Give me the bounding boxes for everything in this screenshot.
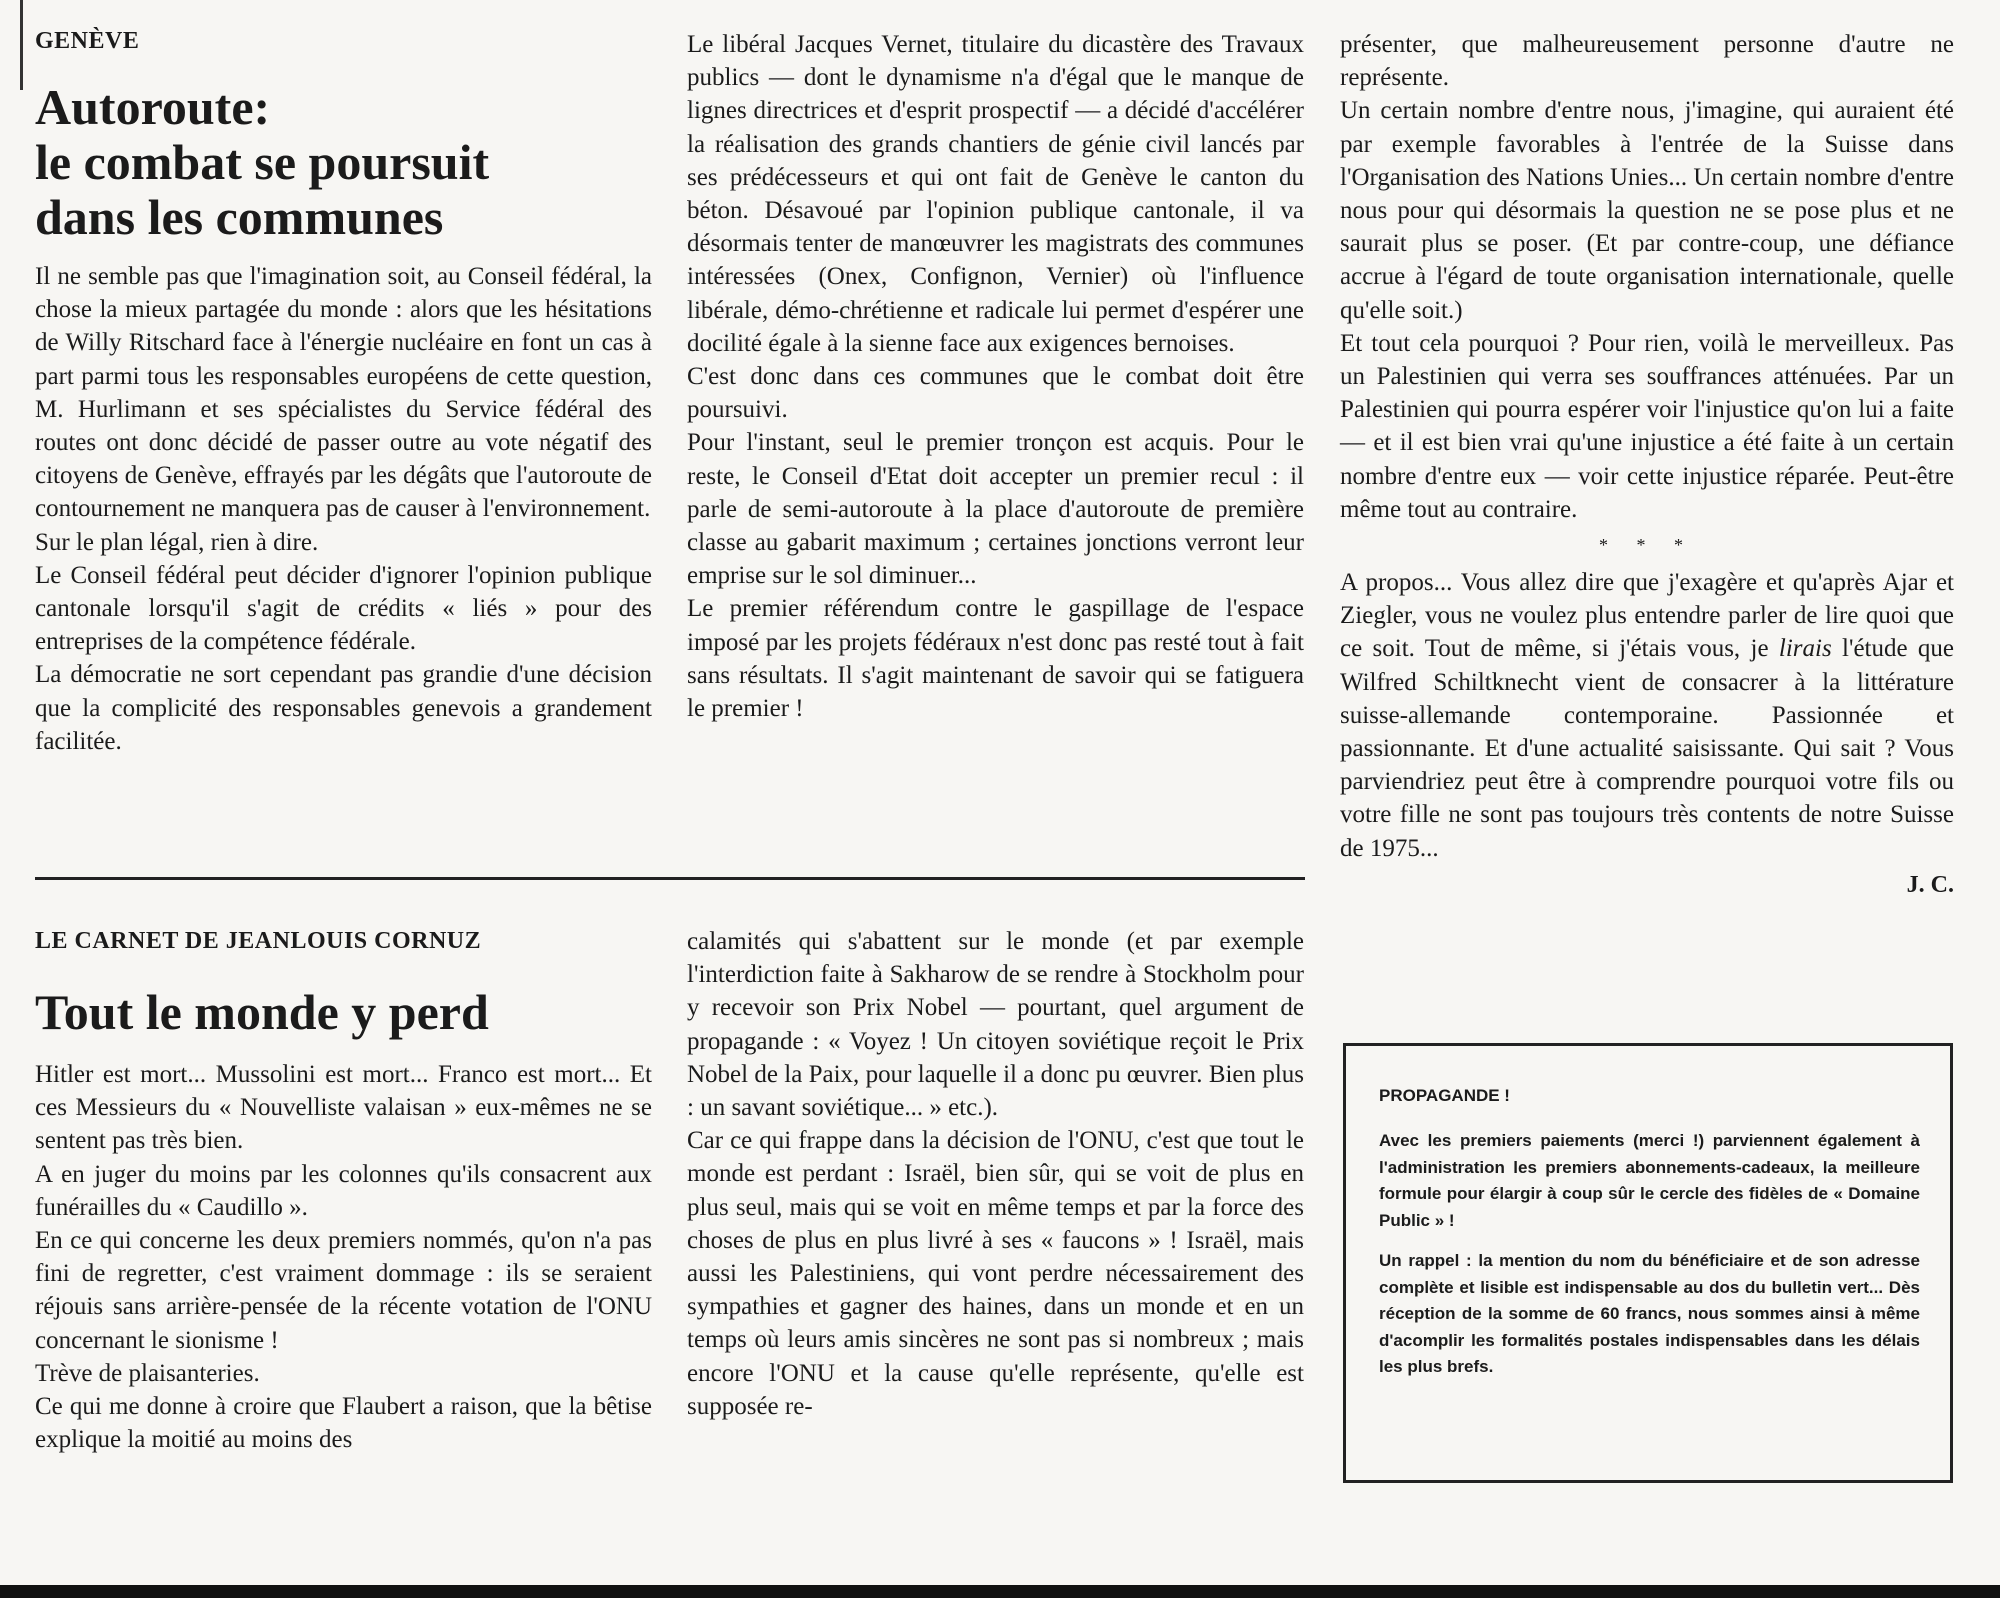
paragraph: Pour l'instant, seul le premier tronçon est acquis. Pour le reste, le Conseil d'Etat doit accepter un premier recul : il parle de semi-autoroute à la place d'autoroute de première classe au gabarit maximum ; certaines jonctions verront leur emprise sur le sol diminuer...	[687, 429, 1304, 590]
emphasis-text: lirais	[1778, 635, 1832, 663]
section-divider	[35, 877, 1305, 880]
article-carnet-continued	[1340, 28, 1955, 1028]
article-column-2	[687, 925, 1304, 1423]
paragraph	[1340, 566, 1954, 865]
article-column-2	[687, 28, 1304, 725]
paragraph: calamités qui s'abattent sur le monde (et par exemple l'interdiction faite à Sakharow de se rendre à Stockholm pour y recevoir son Prix Nobel — pourtant, quel argument de propagande : « Voyez ! Un citoyen soviétique reçoit le Prix Nobel de la Paix, pour laquelle il a donc pu œuvrer. Bien plus : un savant soviétique... » etc.).	[687, 928, 1304, 1122]
paragraph: Le libéral Jacques Vernet, titulaire du dicastère des Travaux publics — dont le dynamisme n'a d'égal que le manque de lignes directrices et d'esprit prospectif — a décidé d'accélérer la réalisation des grands chantiers de génie civil lancés par ses prédécesseurs et qui ont fait de Genève le canton du béton. Désavoué par l'opinion publique cantonale, il va désormais tenter de manœuvrer les magistrats des communes intéressées (Onex, Confignon, Vernier) où l'influence libérale, démo-chrétienne et radicale lui permet d'espérer une docilité égale à la sienne face aux exigences bernoises.	[687, 31, 1304, 357]
text-run: A propos... Vous allez dire que j'exagère et qu'après Ajar et Ziegler, vous ne voulez plus entendre parler de lire quoi que ce soit. Tout de même, si j'étais vous, je	[1340, 569, 1954, 663]
paragraph: A en juger du moins par les colonnes qu'ils consacrent aux funérailles du « Caudillo ».	[35, 1160, 652, 1221]
paragraph: En ce qui concerne les deux premiers nommés, qu'on n'a pas fini de regretter, c'est vraiment dommage : ils se seraient réjouis sans arrière-pensée de la récente votation de l'ONU concernant le sionisme !	[35, 1227, 652, 1354]
paragraph: C'est donc dans ces communes que le combat doit être poursuivi.	[687, 363, 1304, 424]
article-column-3	[1340, 28, 1954, 902]
article-headline: Tout le monde y perd	[35, 984, 489, 1040]
article-kicker: GENÈVE	[35, 28, 140, 54]
paragraph: Le Conseil fédéral peut décider d'ignorer l'opinion publique cantonale lorsqu'il s'agit de crédits « liés » pour des entreprises de la compétence fédérale.	[35, 561, 652, 656]
paragraph: Hitler est mort... Mussolini est mort... Franco est mort... Et ces Messieurs du « Nouvelliste valaisan » eux-mêmes ne se sentent pas très bien.	[35, 1061, 652, 1155]
article-carnet	[35, 925, 1305, 1495]
box-paragraph: Avec les premiers paiements (merci !) parviennent également à l'administration les premiers abonnements-cadeaux, la meilleure formule pour élargir à coup sûr le cercle des fidèles de « Domaine Public » !	[1379, 1131, 1920, 1230]
headline-line: Autoroute:	[35, 79, 271, 135]
propaganda-box	[1343, 1043, 1953, 1483]
paragraph: Sur le plan légal, rien à dire.	[35, 528, 319, 556]
article-autoroute	[35, 28, 1305, 868]
paragraph: Ce qui me donne à croire que Flaubert a raison, que la bêtise explique la moitié au moins des	[35, 1393, 652, 1454]
box-title: PROPAGANDE !	[1379, 1086, 1510, 1105]
paragraph: La démocratie ne sort cependant pas grandie d'une décision que la complicité des responsables genevois a grandement facilitée.	[35, 661, 652, 755]
section-stars: * * *	[1599, 535, 1695, 556]
paragraph: Car ce qui frappe dans la décision de l'ONU, c'est que tout le monde est perdant : Israël, bien sûr, qui se voit de plus en plus seul, mais qui se voit en même temps et par la force des choses de plus en plus livré à ses « faucons » ! Israël, mais aussi les Palestiniens, qui vont perdre nécessairement des sympathies et gagner des haines, dans un monde et en un temps où leurs amis sincères ne sont pas si nombreux ; mais encore l'ONU et la cause qu'elle représente, qu'elle est supposée re-	[687, 1127, 1304, 1420]
text-run: l'étude que Wilfred Schiltknecht vient de consacrer à la littérature suisse-allemande contemporaine. Passionnée et passionnante. Et d'une actualité saisissante. Qui sait ? Vous parviendriez peut être à comprendre pourquoi votre fils ou votre fille ne sont pas toujours très contents de notre Suisse de 1975...	[1340, 635, 1954, 862]
author-signature: J. C.	[1906, 871, 1954, 898]
paragraph: Un certain nombre d'entre nous, j'imagine, qui auraient été par exemple favorables à l'entrée de la Suisse dans l'Organisation des Nations Unies... Un certain nombre d'entre nous pour qui désormais la question ne se pose plus et ne saurait plus se poser. (Et par contre-coup, une défiance accrue à l'égard de toute organisation internationale, quelle qu'elle soit.)	[1340, 97, 1954, 324]
article-kicker: LE CARNET DE JEANLOUIS CORNUZ	[35, 928, 482, 954]
page-edge-mark	[20, 0, 23, 90]
headline-line: le combat se poursuit	[35, 134, 490, 190]
paragraph: Il ne semble pas que l'imagination soit, au Conseil fédéral, la chose la mieux partagée du monde : alors que les hésitations de Willy Ritschard face à l'énergie nucléaire en font un cas à part parmi tous les responsables européens de cette question, M. Hurlimann et ses spécialistes du Service fédéral des routes ont donc décidé de passer outre au vote négatif des citoyens de Genève, effrayés par les dégâts que l'autoroute de contournement ne manquera pas de causer à l'environnement.	[35, 263, 652, 523]
page-bottom-border	[0, 1585, 2000, 1598]
box-paragraph: Un rappel : la mention du nom du bénéficiaire et de son adresse complète et lisible est indispensable au dos du bulletin vert... Dès réception de la somme de 60 francs, nous sommes ainsi à même d'acomplir les formalités postales indispensables dans les délais les plus brefs.	[1379, 1251, 1920, 1376]
paragraph: Trève de plaisanteries.	[35, 1359, 260, 1387]
paragraph: Le premier référendum contre le gaspillage de l'espace imposé par les projets fédéraux n'est donc pas resté tout à fait sans résultats. Il s'agit maintenant de savoir qui se fatiguera le premier !	[687, 595, 1304, 723]
article-column-1	[35, 260, 652, 758]
paragraph: Et tout cela pourquoi ? Pour rien, voilà le merveilleux. Pas un Palestinien qui verra ses souffrances atténuées. Par un Palestinien qui pourra espérer voir l'injustice qu'on lui a faite — et il est bien vrai qu'une injustice a été faite à un certain nombre d'entre eux — voir cette injustice réparée. Peut-être même tout au contraire.	[1340, 329, 1954, 523]
article-column-1	[35, 1058, 652, 1456]
article-headline	[35, 80, 655, 245]
paragraph: présenter, que malheureusement personne d'autre ne représente.	[1340, 31, 1954, 92]
headline-line: dans les communes	[35, 189, 444, 245]
